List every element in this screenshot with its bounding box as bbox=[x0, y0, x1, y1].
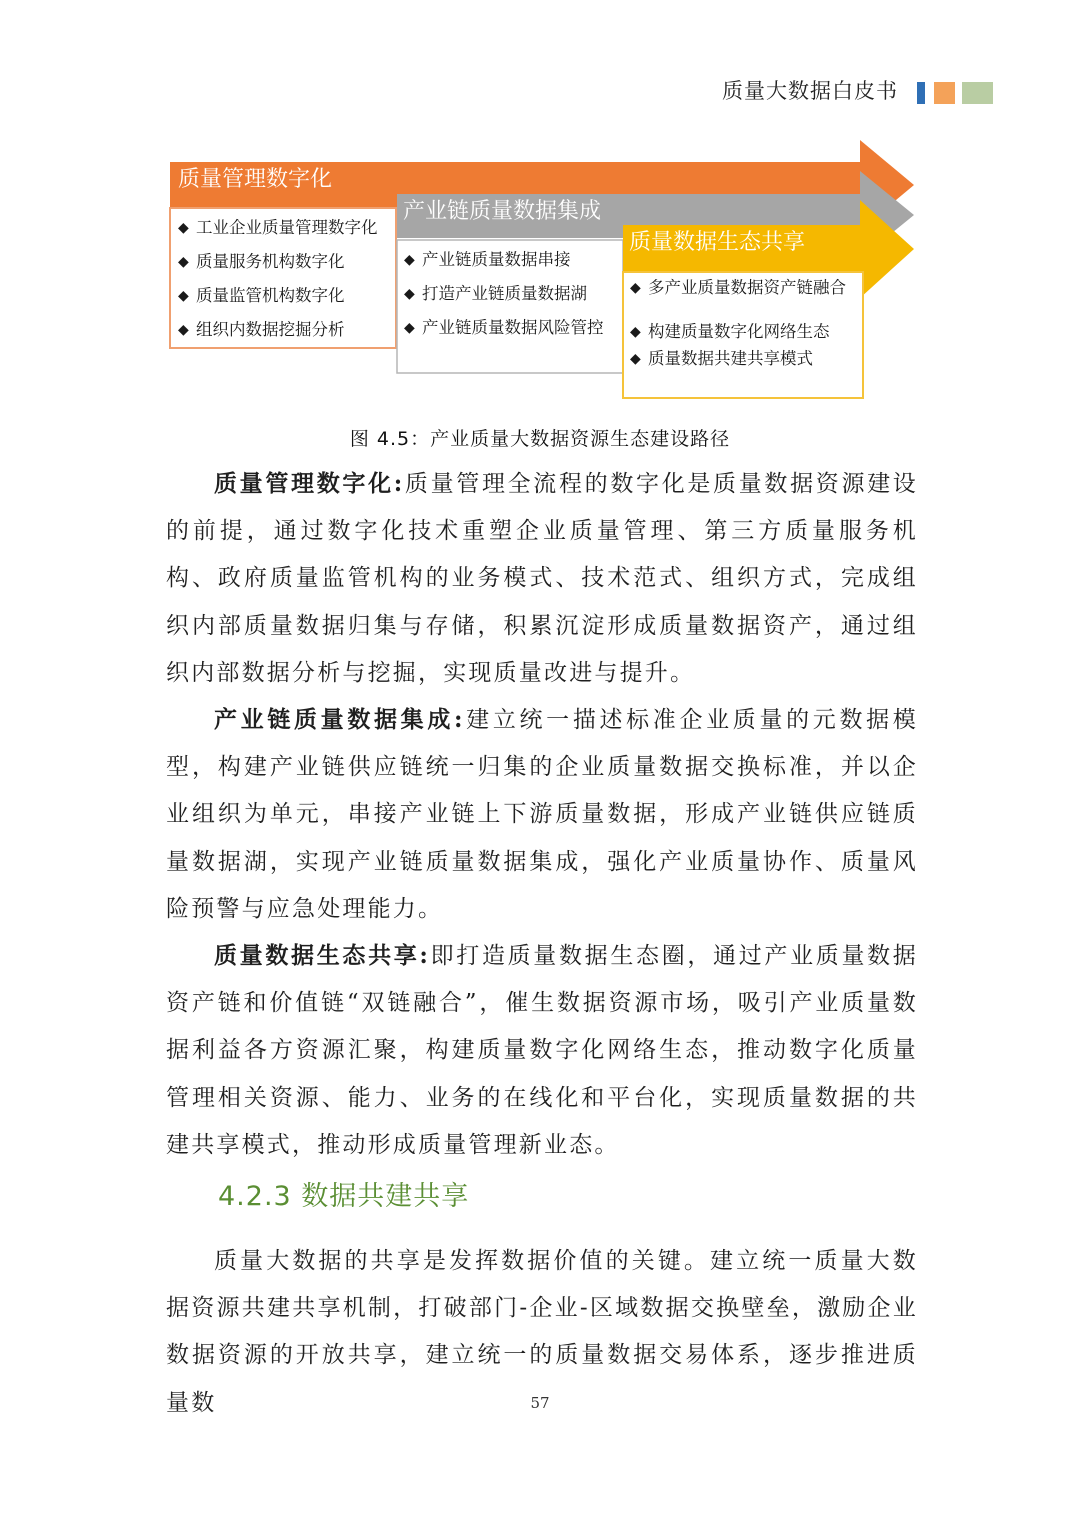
stage-2-item: ◆ 产业链质量数据风险管控 bbox=[404, 318, 604, 337]
stage-3-item: ◆ 质量数据共建共享模式 bbox=[630, 349, 813, 368]
stage-3-item: ◆ 构建质量数字化网络生态 bbox=[630, 322, 830, 341]
page-number: 57 bbox=[530, 1394, 550, 1412]
diamond-bullet-icon: ◆ bbox=[630, 324, 641, 340]
body-paragraph bbox=[166, 460, 918, 697]
accent-bar-green bbox=[962, 82, 993, 104]
body-paragraph bbox=[166, 932, 918, 1169]
stage-1-title: 质量管理数字化 bbox=[178, 167, 333, 192]
stage-1-item: ◆ 工业企业质量管理数字化 bbox=[178, 218, 378, 237]
accent-bar-blue bbox=[917, 82, 925, 104]
stage-3-title: 质量数据生态共享 bbox=[629, 230, 806, 255]
body-paragraph bbox=[166, 696, 918, 933]
paragraph-text: 即打造质量数据生态圈，通过产业质量数据资产链和价值链“双链融合”，催生数据资源市场，吸引产业质量数据利益各方资源汇聚，构建质量数字化网络生态，推动数字化质量管理相关资源、能力、业务的在线化和平台化，实现质量数据的共建共享模式，推动形成质量管理新业态。 bbox=[166, 943, 918, 1158]
stage-2-item: ◆ 产业链质量数据串接 bbox=[404, 250, 571, 269]
paragraph-lead: 质量数据生态共享: bbox=[214, 942, 431, 969]
diamond-bullet-icon: ◆ bbox=[630, 280, 641, 296]
stage-2-item: ◆ 打造产业链质量数据湖 bbox=[404, 284, 587, 303]
stage-1-item: ◆ 质量监管机构数字化 bbox=[178, 286, 345, 305]
ecosystem-path-diagram bbox=[168, 138, 920, 406]
paragraph-lead: 质量管理数字化: bbox=[214, 470, 405, 497]
diamond-bullet-icon: ◆ bbox=[404, 320, 415, 336]
figure-caption: 图 4.5：产业质量大数据资源生态建设路径 bbox=[349, 428, 731, 450]
paragraph-text: 建立统一描述标准企业质量的元数据模型，构建产业链供应链统一归集的企业质量数据交换标准，并以企业组织为单元，串接产业链上下游质量数据，形成产业链供应链质量数据湖，实现产业链质量数据集成，强化产业质量协作、质量风险预警与应急处理能力。 bbox=[166, 707, 918, 922]
paragraph-text: 质量管理全流程的数字化是质量数据资源建设的前提，通过数字化技术重塑企业质量管理、第三方质量服务机构、政府质量监管机构的业务模式、技术范式、组织方式，完成组织内部质量数据归集与存储，积累沉淀形成质量数据资产，通过组织内部数据分析与挖掘，实现质量改进与提升。 bbox=[166, 471, 918, 686]
diamond-bullet-icon: ◆ bbox=[178, 220, 189, 236]
stage-1-list bbox=[178, 218, 396, 354]
paragraph-text: 质量大数据的共享是发挥数据价值的关键。建立统一质量大数据资源共建共享机制，打破部门-企业-区域数据交换壁垒，激励企业数据资源的开放共享，建立统一的质量数据交易体系，逐步推进质量数 bbox=[166, 1248, 918, 1416]
diamond-bullet-icon: ◆ bbox=[630, 351, 641, 367]
stage-3-list bbox=[630, 278, 852, 376]
stage-1-item: ◆ 质量服务机构数字化 bbox=[178, 252, 345, 271]
stage-2-list bbox=[404, 250, 622, 352]
stage-2-title: 产业链质量数据集成 bbox=[403, 199, 602, 224]
paragraph-lead: 产业链质量数据集成: bbox=[214, 706, 465, 733]
diamond-bullet-icon: ◆ bbox=[404, 286, 415, 302]
diamond-bullet-icon: ◆ bbox=[178, 254, 189, 270]
diamond-bullet-icon: ◆ bbox=[178, 322, 189, 338]
document-title: 质量大数据白皮书 bbox=[722, 79, 898, 103]
stage-3-item: ◆ 多产业质量数据资产链融合 bbox=[630, 278, 846, 297]
diamond-bullet-icon: ◆ bbox=[404, 252, 415, 268]
stage-1-item: ◆ 组织内数据挖掘分析 bbox=[178, 320, 345, 339]
diamond-bullet-icon: ◆ bbox=[178, 288, 189, 304]
accent-bar-orange bbox=[934, 82, 955, 104]
section-heading: 4.2.3 数据共建共享 bbox=[218, 1181, 470, 1212]
